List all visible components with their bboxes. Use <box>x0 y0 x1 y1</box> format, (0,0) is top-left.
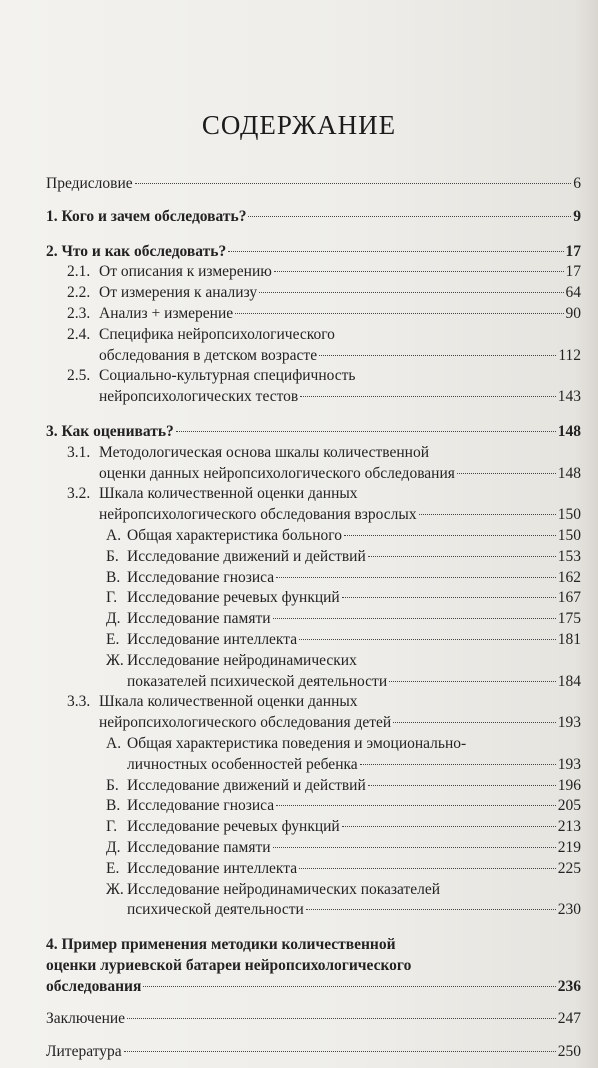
toc-entry-page-number: 148 <box>557 464 581 482</box>
toc-entry-number: 2.1. <box>67 263 91 281</box>
toc-entry[interactable] <box>46 174 581 195</box>
toc-entry-title-line: 4. Пример применения методики количественной <box>46 936 396 954</box>
toc-entry-title-line: Исследование нейродинамических показателей <box>127 880 441 898</box>
toc-entry-number: Б. <box>106 776 119 794</box>
toc-entry[interactable] <box>46 588 581 609</box>
toc-entry-title-line: Общая характеристика поведения и эмоционально- <box>127 734 467 752</box>
toc-entry-page-number: 150 <box>557 506 581 524</box>
toc-entry-title-line: нейропсихологического обследования взрослых <box>99 506 417 524</box>
toc-entry-title-line: Исследование речевых функций <box>127 589 340 607</box>
toc-entry[interactable] <box>46 935 581 997</box>
spacer <box>46 408 581 422</box>
leader-dots <box>457 473 556 474</box>
toc-entry-number: А. <box>106 734 122 752</box>
toc-entry-title-line: Исследование интеллекта <box>127 859 298 877</box>
leader-dots <box>276 577 556 578</box>
toc-entry-title-line: Социально-культурная специфичность <box>99 367 356 385</box>
toc-entry-page-number: 9 <box>573 207 581 225</box>
toc-entry-number: Ж. <box>106 651 124 669</box>
toc-entry-number: А. <box>106 526 122 544</box>
leader-dots <box>419 514 556 515</box>
toc-entry[interactable] <box>46 283 581 304</box>
toc-entry-page-number: 181 <box>557 630 581 648</box>
toc-entry[interactable] <box>46 859 581 880</box>
toc-entry-number: Г. <box>106 818 118 836</box>
toc-entry-title-line: личностных особенностей ребенка <box>127 755 358 773</box>
toc-entry-page-number: 150 <box>557 526 581 544</box>
toc-entry-title-line: Специфика нейропсихологического <box>99 325 335 343</box>
toc-entry-number: 2.3. <box>67 304 91 322</box>
toc-entry[interactable] <box>46 1009 581 1030</box>
toc-entry-page-number: 153 <box>557 547 581 565</box>
toc-entry-page-number: 219 <box>557 838 581 856</box>
toc-entry-title-line: Исследование памяти <box>127 838 271 856</box>
toc-entry-page-number: 148 <box>557 422 581 440</box>
toc-entry[interactable] <box>46 734 581 776</box>
spacer <box>46 228 581 242</box>
toc-entry[interactable] <box>46 484 581 526</box>
toc-entry-title-line: Исследование речевых функций <box>127 818 340 836</box>
toc-entry-number: 3.2. <box>67 485 91 503</box>
leader-dots <box>342 826 556 827</box>
toc-entry-title-line: Исследование нейродинамических <box>127 651 357 669</box>
toc-entry-page-number: 193 <box>557 714 581 732</box>
leader-dots <box>127 1018 556 1019</box>
toc-entry[interactable] <box>46 776 581 797</box>
toc-entry-title-line: оценки луриевской батареи нейропсихологического <box>46 956 412 974</box>
toc-entry-title-line: Общая характеристика больного <box>127 526 342 544</box>
toc-entry[interactable] <box>46 262 581 283</box>
toc-entry[interactable] <box>46 838 581 859</box>
toc-entry[interactable] <box>46 325 581 367</box>
toc-entry-page-number: 90 <box>565 304 581 322</box>
toc-entry-title-line: Литература <box>46 1043 122 1061</box>
toc-entry-title-line: Методологическая основа шкалы количественной <box>99 443 429 461</box>
toc-entry[interactable] <box>46 609 581 630</box>
toc-entry-page-number: 193 <box>557 755 581 773</box>
leader-dots <box>248 216 571 217</box>
toc-entry[interactable] <box>46 422 581 443</box>
toc-entry[interactable] <box>46 526 581 547</box>
toc-entry-title-line: Шкала количественной оценки данных <box>99 485 358 503</box>
toc-entry-title-line: обследования в детском возрасте <box>99 346 318 364</box>
toc-entry[interactable] <box>46 547 581 568</box>
leader-dots <box>135 183 572 184</box>
toc-entry-number: 3.3. <box>67 693 91 711</box>
leader-dots <box>259 292 563 293</box>
toc-entry-page-number: 247 <box>557 1010 581 1028</box>
toc-entry-number: Б. <box>106 547 119 565</box>
page-title: СОДЕРЖАНИЕ <box>201 110 397 140</box>
toc-entry-page-number: 17 <box>565 242 581 260</box>
toc-entry-number: 2.5. <box>67 367 91 385</box>
leader-dots <box>274 271 564 272</box>
toc-entry-title-line: 2. Что и как обследовать? <box>46 242 227 260</box>
leader-dots <box>344 535 556 536</box>
toc-entry-title-line: Исследование гнозиса <box>127 568 275 586</box>
toc-entry-title-line: нейропсихологического обследования детей <box>99 714 392 732</box>
toc-entry-title-line: Анализ + измерение <box>99 304 234 322</box>
toc-entry[interactable] <box>46 1042 581 1063</box>
toc-entry-page-number: 167 <box>557 589 581 607</box>
toc-entry-title-line: Исследование интеллекта <box>127 630 298 648</box>
table-of-contents <box>46 174 581 1063</box>
toc-entry[interactable] <box>46 692 581 734</box>
toc-entry-page-number: 236 <box>557 977 581 995</box>
toc-entry-title-line: Исследование гнозиса <box>127 797 275 815</box>
toc-entry-title-line: Заключение <box>46 1010 126 1028</box>
leader-dots <box>306 909 556 910</box>
toc-entry[interactable] <box>46 568 581 589</box>
toc-entry[interactable] <box>46 880 581 922</box>
toc-entry-page-number: 205 <box>557 797 581 815</box>
leader-dots <box>143 986 555 987</box>
toc-entry-number: Г. <box>106 589 118 607</box>
toc-entry-number: Д. <box>106 610 121 628</box>
leader-dots <box>389 681 556 682</box>
spacer <box>46 997 581 1009</box>
leader-dots <box>273 847 556 848</box>
toc-entry[interactable] <box>46 304 581 325</box>
toc-entry[interactable] <box>46 796 581 817</box>
leader-dots <box>300 396 556 397</box>
toc-entry-number: 3.1. <box>67 443 91 461</box>
toc-entry-page-number: 175 <box>557 610 581 628</box>
toc-entry-title-line: 3. Как оценивать? <box>46 422 174 440</box>
toc-entry-page-number: 162 <box>557 568 581 586</box>
toc-entry-page-number: 143 <box>557 388 581 406</box>
leader-dots <box>360 764 556 765</box>
toc-entry-title-line: От измерения к анализу <box>99 284 258 302</box>
toc-entry[interactable] <box>46 443 581 485</box>
toc-entry-page-number: 184 <box>557 672 581 690</box>
toc-entry[interactable] <box>46 630 581 651</box>
leader-dots <box>299 639 556 640</box>
leader-dots <box>319 355 556 356</box>
toc-entry-page-number: 17 <box>565 263 581 281</box>
toc-entry-number: В. <box>106 568 121 586</box>
leader-dots <box>368 556 556 557</box>
toc-entry-title-line: От описания к измерению <box>99 263 272 281</box>
toc-entry-title-line: оценки данных нейропсихологического обследования <box>99 464 455 482</box>
toc-entry-page-number: 230 <box>557 901 581 919</box>
toc-entry-title-line: Исследование движений и действий <box>127 547 366 565</box>
spacer <box>46 195 581 207</box>
toc-entry-page-number: 225 <box>557 859 581 877</box>
toc-entry-number: Д. <box>106 838 121 856</box>
spacer <box>46 1030 581 1042</box>
leader-dots <box>342 597 556 598</box>
leader-dots <box>273 618 556 619</box>
toc-entry[interactable] <box>46 207 581 228</box>
toc-entry-page-number: 196 <box>557 776 581 794</box>
toc-entry-title-line: психической деятельности <box>127 901 304 919</box>
toc-entry-title-line: Шкала количественной оценки данных <box>99 693 358 711</box>
spacer <box>46 921 581 935</box>
toc-entry[interactable] <box>46 817 581 838</box>
toc-entry-page-number: 112 <box>558 346 581 364</box>
toc-entry-number: В. <box>106 797 121 815</box>
leader-dots <box>124 1051 556 1052</box>
toc-entry-title-line: Исследование памяти <box>127 610 271 628</box>
leader-dots <box>276 805 556 806</box>
leader-dots <box>176 431 556 432</box>
leader-dots <box>235 313 563 314</box>
toc-entry-page-number: 6 <box>573 175 581 192</box>
toc-entry-title-line: Исследование движений и действий <box>127 776 366 794</box>
toc-entry-title-line: нейропсихологических тестов <box>99 388 299 406</box>
leader-dots <box>228 251 563 252</box>
toc-entry-number: Е. <box>106 859 120 877</box>
toc-entry[interactable] <box>46 242 581 263</box>
toc-entry-number: 2.4. <box>67 325 91 343</box>
toc-entry-number: 2.2. <box>67 284 91 302</box>
toc-entry-page-number: 64 <box>565 284 581 302</box>
toc-entry-title-line: обследования <box>46 977 142 995</box>
toc-entry-title-line: показателей психической деятельности <box>127 672 388 690</box>
leader-dots <box>368 785 556 786</box>
leader-dots <box>393 722 556 723</box>
toc-entry[interactable] <box>46 651 581 693</box>
toc-entry-number: Ж. <box>106 880 124 898</box>
toc-entry-number: Е. <box>106 630 120 648</box>
toc-entry-title-line: 1. Кого и зачем обследовать? <box>46 207 247 225</box>
toc-entry[interactable] <box>46 366 581 408</box>
toc-entry-page-number: 250 <box>557 1043 581 1061</box>
toc-entry-title-line: Предисловие <box>46 175 133 192</box>
toc-entry-page-number: 213 <box>557 818 581 836</box>
leader-dots <box>299 868 556 869</box>
